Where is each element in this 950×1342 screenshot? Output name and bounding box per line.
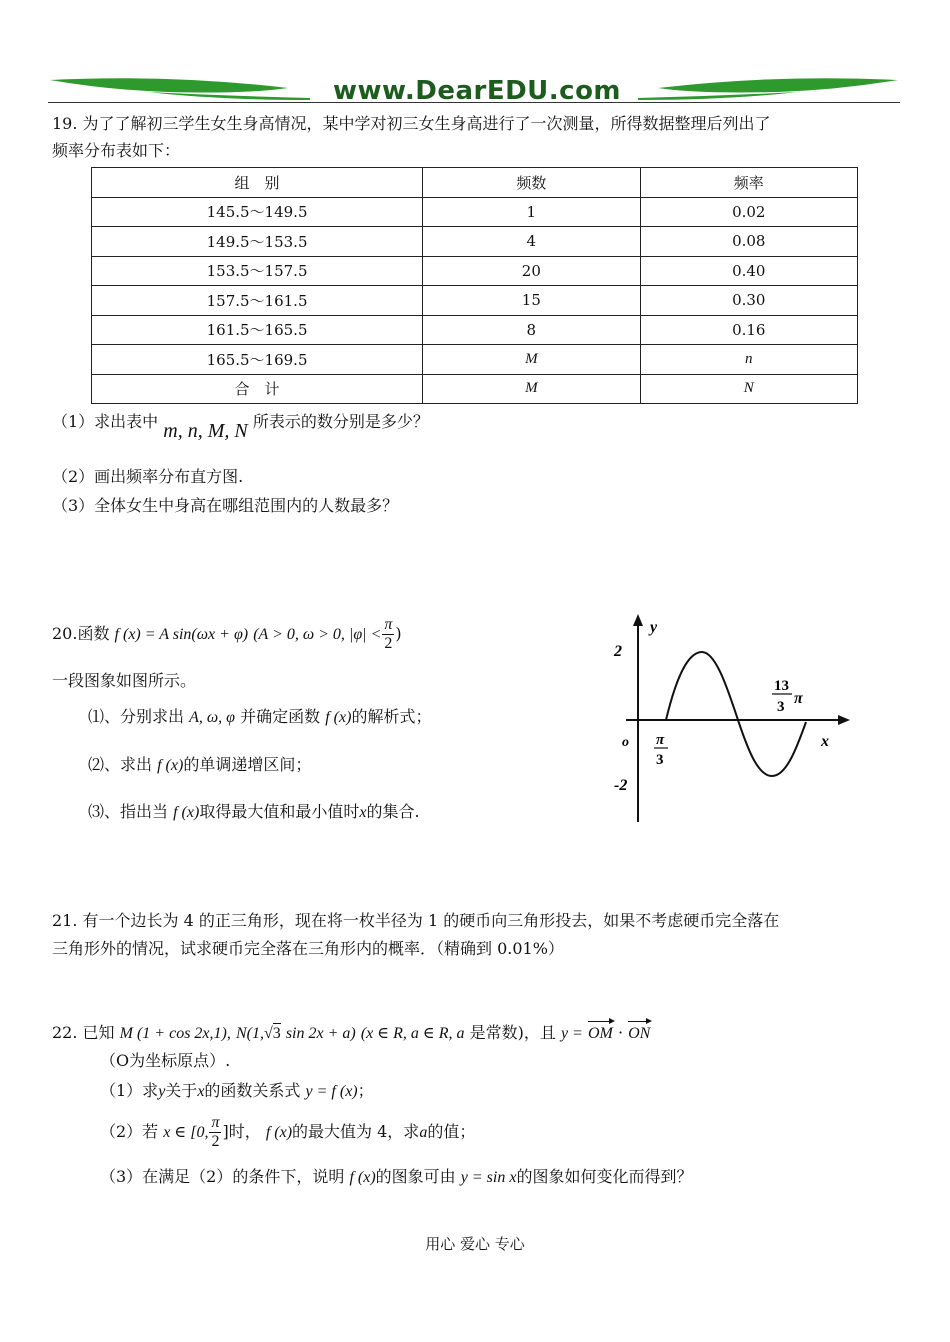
cell-count: 8 [423, 315, 640, 345]
q22-sub3-eq: y = sin x [460, 1169, 517, 1186]
q20-sub3-suffix: 的集合. [366, 802, 420, 821]
x1-numerator: π [656, 732, 665, 748]
q19-part3: （3）全体女生中身高在哪组范围内的人数最多？ [52, 496, 399, 515]
sqrt-symbol: √ [263, 1025, 273, 1042]
q22-condition: (x ∈ R, a ∈ R, a [360, 1025, 465, 1042]
frac-num: π [211, 1114, 220, 1131]
q20-description: 一段图象如图所示。 [52, 671, 197, 690]
q22-sub2-suffix: 的值； [427, 1122, 476, 1141]
frac-num: π [384, 616, 393, 633]
q22-sub3-prefix: （3）在满足（2）的条件下，说明 [100, 1167, 345, 1186]
cell-count: 20 [423, 256, 640, 286]
table-total-row [92, 374, 858, 404]
q22-sub1-eq: y = f (x) [305, 1083, 358, 1100]
q20-sub3-x: x [359, 804, 367, 821]
q20-sub1-vars: A, ω, φ [189, 709, 236, 726]
q22-sub2-mid2: 的最大值为 4，求 [292, 1122, 420, 1141]
q22-sub1-x: x [197, 1083, 205, 1100]
site-logo-text: www.DearEDU.com [332, 76, 622, 106]
right-swoosh-tail [638, 92, 798, 100]
y-axis-label: y [650, 619, 658, 636]
table-header-row [92, 168, 858, 198]
header-rate: 频率 [640, 168, 857, 198]
origin-label: o [622, 735, 629, 750]
cell-rate: 0.40 [640, 256, 857, 286]
q19-part2: （2）画出频率分布直方图. [52, 467, 244, 486]
q19-part1 [52, 410, 429, 442]
cell-count: 4 [423, 227, 640, 257]
q20-sub2-suffix: 的单调递增区间； [183, 755, 312, 774]
q20-prefix: 20.函数 [52, 624, 110, 643]
table-row [92, 345, 858, 375]
y-max-label: 2 [614, 643, 622, 660]
q22-sub3-suffix: 的图象如何变化而得到？ [516, 1167, 693, 1186]
frac-den: 2 [211, 1133, 220, 1150]
q22-sub2-fx: f (x) [265, 1124, 293, 1141]
q19-part1-suffix: 所表示的数分别是多少？ [252, 412, 429, 431]
cell-total-rate: N [640, 374, 857, 404]
q22-sub1-y: y [158, 1083, 166, 1100]
q21-line2: 三角形外的情况，试求硬币完全落在三角形内的概率．（精确到 0.01%） [52, 939, 564, 958]
q19-part1-vars: m, n, M, N [163, 420, 248, 442]
y-min-label: -2 [614, 777, 628, 794]
q22-sub3 [100, 1166, 692, 1189]
cell-total-count: M [423, 374, 640, 404]
sine-graph [606, 610, 866, 830]
q22-prefix: 22. 已知 [52, 1023, 115, 1042]
q22-point-m: M (1 + cos 2x,1), [119, 1025, 231, 1042]
q20-sub3-mid: 取得最大值和最小值时 [199, 802, 360, 821]
x2-numerator: 13 [774, 678, 789, 694]
q20-line1 [52, 616, 402, 653]
q20-sub2-prefix: ⑵、求出 [88, 755, 153, 774]
q19-line1: 19. 为了了解初三学生女生身高情况，某中学对初三女生身高进行了一次测量，所得数据整理后列出了 [52, 114, 771, 133]
q20-sub2-fx: f (x) [157, 757, 184, 774]
q22-point-n-post: sin 2x + a) [285, 1025, 356, 1042]
q22-sub3-fx: f (x) [349, 1169, 376, 1186]
q20-sub3-prefix: ⑶、指出当 [88, 802, 169, 821]
q19-line2: 频率分布表如下： [52, 141, 181, 160]
q20-sub1-prefix: ⑴、分别求出 [88, 707, 185, 726]
x-axis-label: x [821, 733, 829, 750]
q21-line1: 21. 有一个边长为 4 的正三角形，现在将一枚半径为 1 的硬币向三角形投去，如果不考虑硬币完全落在 [52, 911, 780, 930]
q20-sub2 [88, 754, 311, 777]
q22-constant: 是常数) [469, 1023, 524, 1042]
left-swoosh-tail [148, 92, 310, 100]
q22-and: ，且 [523, 1023, 556, 1042]
cell-count: 15 [423, 286, 640, 316]
table-row [92, 227, 858, 257]
header-rule [48, 102, 900, 103]
cell-count: 1 [423, 197, 640, 227]
q22-sub2-mid: 时， [228, 1122, 261, 1141]
cell-group: 161.5～165.5 [92, 315, 423, 345]
page-footer: 用心 爱心 专心 [425, 1235, 525, 1253]
table-row [92, 315, 858, 345]
cell-group: 153.5～157.5 [92, 256, 423, 286]
x-axis-arrow [838, 715, 850, 725]
cell-group: 145.5～149.5 [92, 197, 423, 227]
q22-sub1-suffix: ； [357, 1081, 374, 1100]
q22-sub1-prefix: （1）求 [100, 1081, 159, 1100]
header-count: 频数 [423, 168, 640, 198]
vector-on: ON [628, 1023, 650, 1045]
q22-sub2-cond: x ∈ [0, [163, 1124, 209, 1141]
pi-over-2-fraction [382, 616, 394, 653]
x1-denominator: 3 [656, 752, 664, 768]
sine-curve [666, 652, 806, 776]
q20-condition: (A > 0, ω > 0, |φ| < [253, 626, 382, 643]
cell-rate: 0.08 [640, 227, 857, 257]
frequency-table [91, 167, 858, 404]
cell-rate: 0.02 [640, 197, 857, 227]
q22-line2: （O为坐标原点）. [100, 1051, 231, 1070]
cell-rate: 0.30 [640, 286, 857, 316]
q22-line1 [52, 1022, 650, 1045]
q22-sub2-close: ] [222, 1122, 229, 1141]
q22-y-eq: y = [560, 1025, 583, 1042]
vector-om: OM [588, 1023, 613, 1045]
q22-sub2-prefix: （2）若 [100, 1122, 159, 1141]
x2-pi: π [794, 690, 803, 707]
cell-total-label: 合 计 [92, 374, 423, 404]
y-axis-arrow [633, 614, 643, 626]
q22-point-n-pre: N(1, [235, 1025, 264, 1042]
table-row [92, 286, 858, 316]
q22-sub1 [100, 1080, 374, 1103]
pi-over-2-fraction [209, 1114, 221, 1151]
q20-sub1-fx: f (x) [325, 709, 352, 726]
cell-rate: 0.16 [640, 315, 857, 345]
q22-sub1-mid2: 的函数关系式 [204, 1081, 301, 1100]
left-leaf-swoosh [50, 78, 288, 92]
cell-group: 157.5～161.5 [92, 286, 423, 316]
header-group: 组 别 [92, 168, 423, 198]
q22-sqrt3: 3 [272, 1025, 281, 1042]
table-row [92, 256, 858, 286]
q20-function: f (x) = A sin(ωx + φ) [114, 626, 249, 643]
cell-count: M [423, 345, 640, 375]
table-row [92, 197, 858, 227]
frac-den: 2 [384, 635, 393, 652]
q20-sub1 [88, 706, 431, 729]
q19-part1-prefix: （1）求出表中 [52, 412, 159, 431]
right-leaf-swoosh [658, 78, 898, 92]
q22-sub2 [100, 1114, 475, 1151]
cell-rate: n [640, 345, 857, 375]
q22-sub1-mid: 关于 [165, 1081, 198, 1100]
q20-sub3-fx: f (x) [173, 804, 200, 821]
q22-sub3-mid: 的图象可由 [375, 1167, 456, 1186]
x2-denominator: 3 [777, 699, 785, 715]
dot-product: · [617, 1023, 624, 1042]
cell-group: 149.5～153.5 [92, 227, 423, 257]
q22-sub2-a: a [419, 1124, 428, 1141]
q20-close-paren: ) [395, 624, 402, 643]
q20-sub1-suffix: 的解析式； [351, 707, 432, 726]
cell-group: 165.5～169.5 [92, 345, 423, 375]
q20-sub3 [88, 801, 420, 824]
q20-sub1-mid: 并确定函数 [240, 707, 321, 726]
